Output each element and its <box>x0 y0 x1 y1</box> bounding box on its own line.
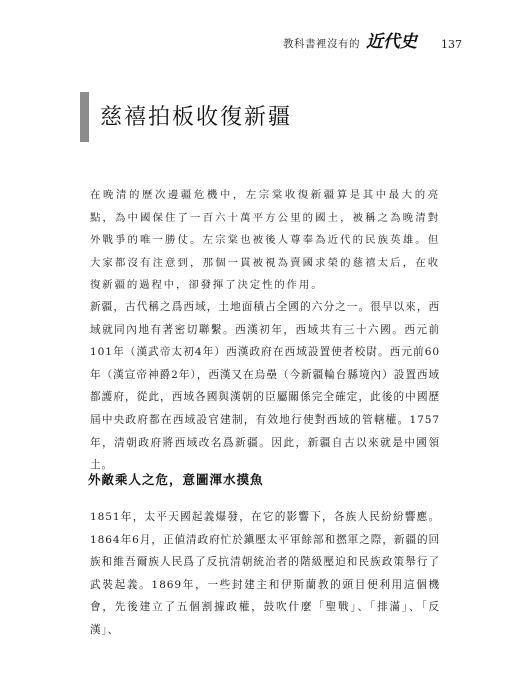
chapter-title: 慈禧拍板收復新疆 <box>100 105 293 130</box>
chapter-title-block <box>80 92 293 142</box>
book-title-prefix: 教科書裡沒有的 <box>283 38 360 50</box>
body-paragraph-2: 1851年，太平天國起義爆發，在它的影響下，各族人民紛紛響應。1864年6月，正値清政府忙於鎭壓太平軍餘部和撚軍之際，新疆的回族和維吾爾族人民爲了反抗清朝統治者的階級壓迫和民族政策舉行了武裝起義。1869年，一些封建主和伊斯蘭教的頭目便利用這個機會，先後建立了五個割據政權，鼓吹什麼「聖戰」、「排滿」、「反漢」、 <box>90 511 440 636</box>
section-heading: 外敵乘人之危，意圖渾水摸魚 <box>88 472 264 487</box>
page-number: 137 <box>441 38 462 51</box>
title-accent-bar <box>80 92 89 142</box>
body-paragraph-1: 新疆，古代稱之爲西域，土地面積占全國的六分之一。很早以來，西域就同內地有著密切聯繫。西漢初年，西域共有三十六國。西元前101年（漢武帝太初4年）西漢政府在西域設置使者校尉。西元前60年（漢宣帝神爵2年），西漢又在烏壘（今新疆輪台縣境內）設置西域都護府，從此，西域各國與漢朝的臣屬關係完全確定，此後的中國歷屆中央政府都在西域設官建制，有效地行使對西域的管轄權。1757年，清朝政府將西域改名爲新疆。因此，新疆自古以來就是中國領土。 <box>90 301 440 472</box>
book-title-highlight: 近代史 <box>366 32 417 52</box>
running-header <box>283 27 462 51</box>
intro-paragraph: 在晚清的歷次邊疆危機中，左宗棠收復新疆算是其中最大的亮點，為中國保住了一百六十萬平方公里的國土，被稱之為晚清對外戰爭的唯一勝仗。左宗棠也被後人尊奉為近代的民族英雄。但大家都沒有注意到，那個一貫被視為賣國求榮的慈禧太后，在收復新疆的過程中，卻發揮了決定性的作用。 <box>90 189 440 291</box>
